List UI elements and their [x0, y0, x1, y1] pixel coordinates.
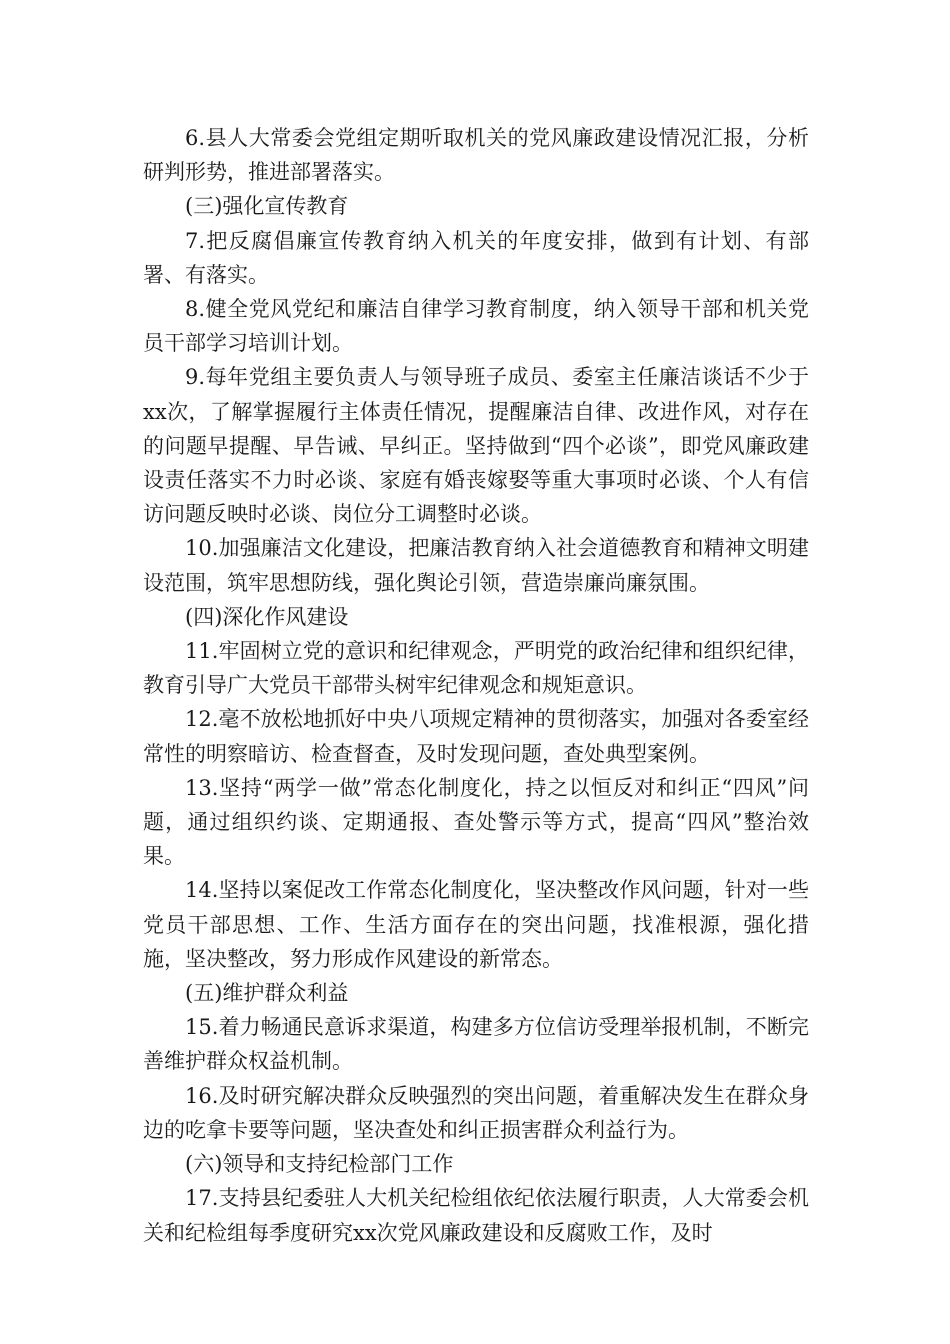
paragraph-9: 9.每年党组主要负责人与领导班子成员、委室主任廉洁谈话不少于xx次，了解掌握履行主体责任情况，提醒廉洁自律、改进作风，对存在的问题早提醒、早告诫、早纠正。坚持做到“四个必谈”，即党风廉政建设责任落实不力时必谈、家庭有婚丧嫁娶等重大事项时必谈、个人有信访问题反映时必谈、岗位分工调整时必谈。: [143, 365, 809, 527]
paragraph-10: 10.加强廉洁文化建设，把廉洁教育纳入社会道德教育和精神文明建设范围，筑牢思想防线，强化舆论引领，营造崇廉尚廉氛围。: [143, 536, 809, 595]
paragraph-17: 17.支持县纪委驻人大机关纪检组依纪依法履行职责，人大常委会机关和纪检组每季度研究xx次党风廉政建设和反腐败工作，及时: [143, 1186, 809, 1245]
document-body: [143, 121, 809, 1250]
paragraph-14: 14.坚持以案促改工作常态化制度化，坚决整改作风问题，针对一些党员干部思想、工作、生活方面存在的突出问题，找准根源，强化措施，坚决整改，努力形成作风建设的新常态。: [143, 878, 809, 971]
paragraph-6: 6.县人大常委会党组定期听取机关的党风廉政建设情况汇报，分析研判形势，推进部署落实。: [143, 126, 809, 185]
paragraph-13: 13.坚持“两学一做”常态化制度化，持之以恒反对和纠正“四风”问题，通过组织约谈、定期通报、查处警示等方式，提高“四风”整治效果。: [143, 775, 809, 869]
paragraph-8: 8.健全党风党纪和廉洁自律学习教育制度，纳入领导干部和机关党员干部学习培训计划。: [143, 297, 809, 356]
section-heading-4: (四)深化作风建设: [185, 604, 349, 629]
section-heading-5: (五)维护群众利益: [185, 981, 349, 1006]
paragraph-12: 12.毫不放松地抓好中央八项规定精神的贯彻落实，加强对各委室经常性的明察暗访、检查督查，及时发现问题，查处典型案例。: [143, 707, 809, 766]
section-heading-6: (六)领导和支持纪检部门工作: [185, 1152, 454, 1177]
paragraph-7: 7.把反腐倡廉宣传教育纳入机关的年度安排，做到有计划、有部署、有落实。: [143, 228, 809, 287]
section-heading-3: (三)强化宣传教育: [185, 194, 349, 219]
paragraph-16: 16.及时研究解决群众反映强烈的突出问题，着重解决发生在群众身边的吃拿卡要等问题，坚决查处和纠正损害群众利益行为。: [143, 1083, 809, 1142]
paragraph-15: 15.着力畅通民意诉求渠道，构建多方位信访受理举报机制，不断完善维护群众权益机制。: [143, 1015, 809, 1074]
paragraph-11: 11.牢固树立党的意识和纪律观念，严明党的政治纪律和组织纪律，教育引导广大党员干部带头树牢纪律观念和规矩意识。: [143, 639, 809, 698]
